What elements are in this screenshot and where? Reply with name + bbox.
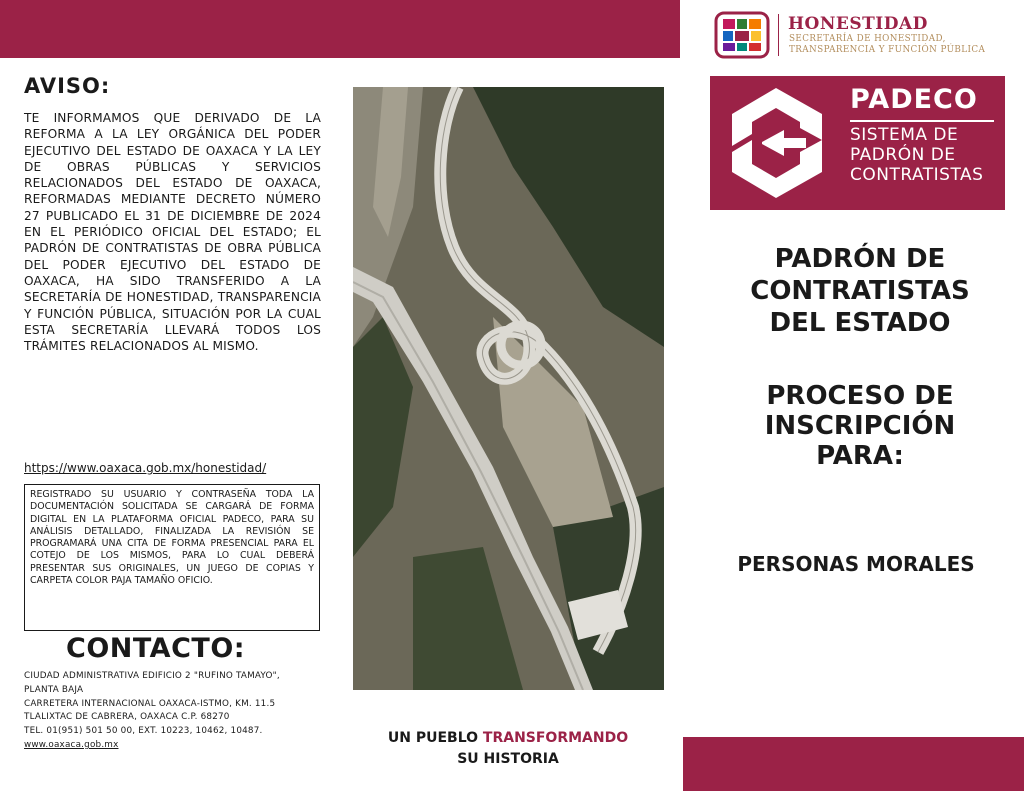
padeco-subtitle [850,125,983,185]
brand-name: HONESTIDAD [788,14,928,34]
bottom-accent-bar [683,737,1024,791]
heading-proceso [710,381,1010,471]
aerial-highway-illustration [353,87,664,690]
brand-subtitle-line: TRANSPARENCIA Y FUNCIÓN PÚBLICA [789,45,986,55]
padeco-divider [850,120,994,122]
padeco-subtitle-line: CONTRATISTAS [850,165,984,185]
heading-padron [710,243,1010,339]
brand-subtitle-line: SECRETARÍA DE HONESTIDAD, [789,34,946,44]
notice-box [24,484,320,631]
aerial-highway-photo [353,87,664,690]
heading-line: PROCESO DE [766,381,954,411]
slogan [346,728,670,770]
contact-info [24,670,344,753]
aviso-title: AVISO: [24,74,111,98]
slogan-accent: TRANSFORMANDO [482,730,629,746]
padeco-emblem-icon [722,84,830,202]
honestidad-link[interactable]: https://www.oaxaca.gob.mx/honestidad/ [24,461,267,475]
padeco-subtitle-line: PADRÓN DE [850,145,956,165]
heading-line: DEL ESTADO [769,308,951,338]
padeco-subtitle-line: SISTEMA DE [850,125,959,145]
padeco-title: PADECO [850,84,978,115]
slogan-part: SU HISTORIA [457,751,559,767]
website-link[interactable]: www.oaxaca.gob.mx [24,739,119,750]
heading-personas-morales: PERSONAS MORALES [737,552,975,576]
contact-address-line: CIUDAD ADMINISTRATIVA EDIFICIO 2 "RUFINO TAMAYO", [24,671,280,681]
heading-line: PADRÓN DE [774,244,946,274]
heading-line: CONTRATISTAS [750,276,970,306]
honestidad-emblem-icon [714,10,770,60]
heading-line: INSCRIPCIÓN [764,411,956,441]
contact-address-line: CARRETERA INTERNACIONAL OAXACA-ISTMO, KM. 11.5 [24,698,276,709]
brand-subtitle [789,34,985,56]
contact-phone: TEL. 01(951) 501 50 00, EXT. 10223, 10462, 10487. [24,726,263,737]
notice-text: REGISTRADO SU USUARIO Y CONTRASEÑA TODA LA DOCUMENTACIÓN SOLICITADA SE CARGARÁ DE FORMA DIGITAL EN LA PLATAFORMA OFICIAL PADECO, PARA SU ANÁLISIS DETALLADO, FINALIZADA LA REVISIÓN SE PROGRAMARÁ UNA CITA DE FORMA PRESENCIAL PARA EL COTEJO DE LOS MISMOS, PARA LO CUAL DEBERÁ PRESENTAR SUS ORIGINALES, UN JUEGO DE COPIAS Y CARPETA COLOR PAJA TAMAÑO OFICIO. [30,489,314,587]
logo-divider [778,14,779,56]
contacto-title: CONTACTO: [66,633,246,664]
heading-line: PARA: [816,441,904,471]
padeco-logo-box [710,76,1005,210]
top-accent-bar [0,0,680,58]
contact-address-line: TLALIXTAC DE CABRERA, OAXACA C.P. 68270 [24,712,230,723]
contact-address-line: PLANTA BAJA [24,684,84,695]
slogan-part: UN PUEBLO [387,730,483,746]
aviso-body: TE INFORMAMOS QUE DERIVADO DE LA REFORMA A LA LEY ORGÁNICA DEL PODER EJECUTIVO DEL ESTADO DE OAXACA Y LA LEY DE OBRAS PÚBLICAS Y SERVICIOS RELACIONADOS DEL ESTADO DE OAXACA, REFORMADAS MEDIANTE DECRETO NÚMERO 27 PUBLICADO EL 31 DE DICIEMBRE DE 2024 EN EL PERIÓDICO OFICIAL DEL ESTADO; EL PADRÓN DE CONTRATISTAS DE OBRA PÚBLICA DEL PODER EJECUTIVO DEL ESTADO DE OAXACA, HA SIDO TRANSFERIDO A LA SECRETARÍA DE HONESTIDAD, TRANSPARENCIA Y FUNCIÓN PÚBLICA, SITUACIÓN POR LA CUAL ESTA SECRETARÍA LLEVARÁ TODOS LOS TRÁMITES RELACIONADOS AL MISMO. [24,111,321,354]
